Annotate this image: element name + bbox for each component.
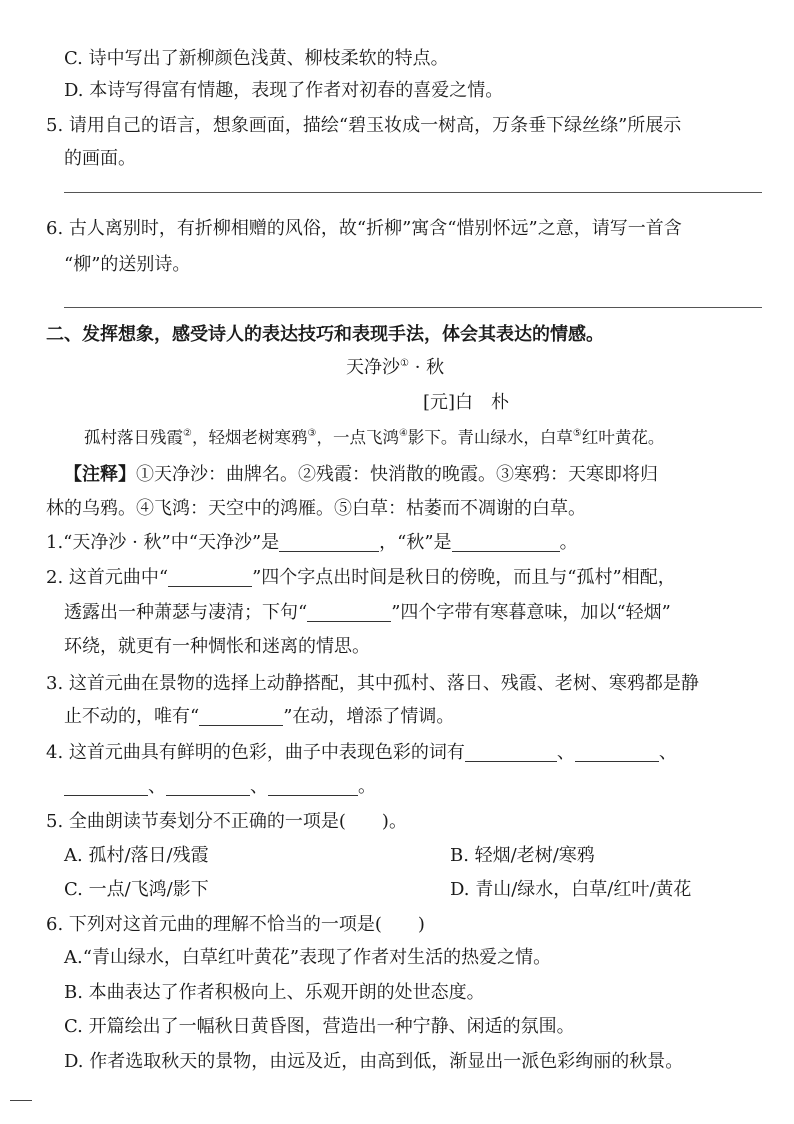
notes-line1 <box>64 462 658 488</box>
question-6-line2: “柳”的送别诗。 <box>64 254 191 275</box>
q6-option-d[interactable]: D. 作者选取秋天的景物，由远及近，由高到低，渐显出一派色彩绚丽的秋景。 <box>64 1051 684 1072</box>
s2-question-5-stem: 5. 全曲朗读节奏划分不正确的一项是( )。 <box>46 811 407 832</box>
q6-option-b[interactable]: B. 本曲表达了作者积极向上、乐观开朗的处世态度。 <box>64 982 485 1003</box>
section-2-heading: 二、发挥想象，感受诗人的表达技巧和表现手法，体会其表达的情感。 <box>46 324 604 345</box>
q3-text-c: ”在动，增添了情调。 <box>283 706 455 727</box>
poem-part-5: 红叶黄花。 <box>581 428 665 447</box>
page-footer-dash <box>10 1100 32 1101</box>
q4-sep-1: 、 <box>556 742 575 763</box>
q2-blank-1[interactable] <box>168 568 252 587</box>
footnote-ref-1: ① <box>400 358 409 369</box>
poem-author: [元]白 朴 <box>423 392 510 413</box>
s2-question-2-line3: 环绕，就更有一种惆怅和迷离的情思。 <box>64 636 370 657</box>
footnote-ref-5: ⑤ <box>572 428 582 439</box>
question-6-line1: 6. 古人离别时，有折柳相赠的风俗，故“折柳”寓含“惜别怀远”之意，请写一首含 <box>46 218 682 239</box>
q1-blank-1[interactable] <box>279 533 379 552</box>
q4-blank-4[interactable] <box>166 777 250 796</box>
q4-sep-2: 、 <box>658 742 677 763</box>
q4-text-a: 4. 这首元曲具有鲜明的色彩，曲子中表现色彩的词有 <box>46 742 465 763</box>
q2-text-b: ”四个字点出时间是秋日的傍晚，而且与“孤村”相配， <box>252 567 676 588</box>
s2-question-4-line1 <box>46 740 677 766</box>
s2-question-3-line2 <box>64 704 454 730</box>
q3-blank[interactable] <box>199 707 283 726</box>
q4-end: 。 <box>358 776 376 797</box>
answer-line-q6[interactable] <box>64 307 762 308</box>
q6-option-a[interactable]: A.“青山绿水，白草红叶黄花”表现了作者对生活的热爱之情。 <box>64 947 552 968</box>
q1-text-b: ，“秋”是 <box>379 532 452 553</box>
q4-blank-3[interactable] <box>64 777 148 796</box>
q1-blank-2[interactable] <box>452 533 560 552</box>
s2-question-2-line2 <box>64 600 671 626</box>
poem-title <box>346 355 444 381</box>
s2-question-3-line1: 3. 这首元曲在景物的选择上动静搭配，其中孤村、落日、残霞、老树、寒鸦都是静 <box>46 673 699 694</box>
q4-sep-4: 、 <box>250 776 268 797</box>
q5-option-c[interactable]: C. 一点/飞鸿/影下 <box>64 879 209 900</box>
s2-question-2-line1 <box>46 565 676 591</box>
poem-body <box>84 425 664 451</box>
footnote-ref-4: ④ <box>398 428 408 439</box>
poem-part-3: ，一点飞鸿 <box>316 428 399 447</box>
q4-blank-1[interactable] <box>465 743 557 762</box>
option-c-text: C. 诗中写出了新柳颜色浅黄、柳枝柔软的特点。 <box>64 48 449 69</box>
notes-label: 【注释】 <box>64 464 136 485</box>
question-5-line1: 5. 请用自己的语言，想象画面，描绘“碧玉妆成一树高，万条垂下绿丝绦”所展示 <box>46 115 682 136</box>
q4-blank-2[interactable] <box>575 743 659 762</box>
q2-text-d: ”四个字带有寒暮意味，加以“轻烟” <box>391 602 671 623</box>
q6-option-c[interactable]: C. 开篇绘出了一幅秋日黄昏图，营造出一种宁静、闲适的氛围。 <box>64 1016 575 1037</box>
q5-option-b[interactable]: B. 轻烟/老树/寒鸦 <box>450 845 595 866</box>
q2-text-c: 透露出一种萧瑟与凄清；下句“ <box>64 602 308 623</box>
question-5-line2: 的画面。 <box>64 148 136 169</box>
poem-title-suffix: · 秋 <box>408 357 445 378</box>
s2-question-1 <box>46 530 578 556</box>
notes-text-1: ①天净沙：曲牌名。②残霞：快消散的晚霞。③寒鸦：天寒即将归 <box>136 464 658 485</box>
notes-line2: 林的乌鸦。④飞鸿：天空中的鸿雁。⑤白草：枯萎而不凋谢的白草。 <box>46 498 586 519</box>
poem-part-4: 影下。青山绿水，白草 <box>407 428 573 447</box>
q4-blank-5[interactable] <box>268 777 358 796</box>
q4-sep-3: 、 <box>148 776 166 797</box>
poem-part-1: 孤村落日残霞 <box>84 428 183 447</box>
footnote-ref-2: ② <box>183 428 192 439</box>
option-d-text: D. 本诗写得富有情趣，表现了作者对初春的喜爱之情。 <box>64 80 504 101</box>
q1-text-c: 。 <box>559 532 578 553</box>
poem-part-2: ，轻烟老树寒鸦 <box>191 428 308 447</box>
q3-text-b: 止不动的，唯有“ <box>64 706 200 727</box>
footnote-ref-3: ③ <box>307 428 317 439</box>
q1-text-a: 1.“天净沙 · 秋”中“天净沙”是 <box>46 532 280 553</box>
s2-question-6-stem: 6. 下列对这首元曲的理解不恰当的一项是( ) <box>46 914 425 935</box>
q5-option-a[interactable]: A. 孤村/落日/残霞 <box>64 845 209 866</box>
q2-blank-2[interactable] <box>307 603 391 622</box>
poem-title-main: 天净沙 <box>346 357 400 378</box>
q5-option-d[interactable]: D. 青山/绿水，白草/红叶/黄花 <box>450 879 692 900</box>
s2-question-4-line2 <box>64 774 376 800</box>
answer-line-q5[interactable] <box>64 192 762 193</box>
q2-text-a: 2. 这首元曲中“ <box>46 567 169 588</box>
